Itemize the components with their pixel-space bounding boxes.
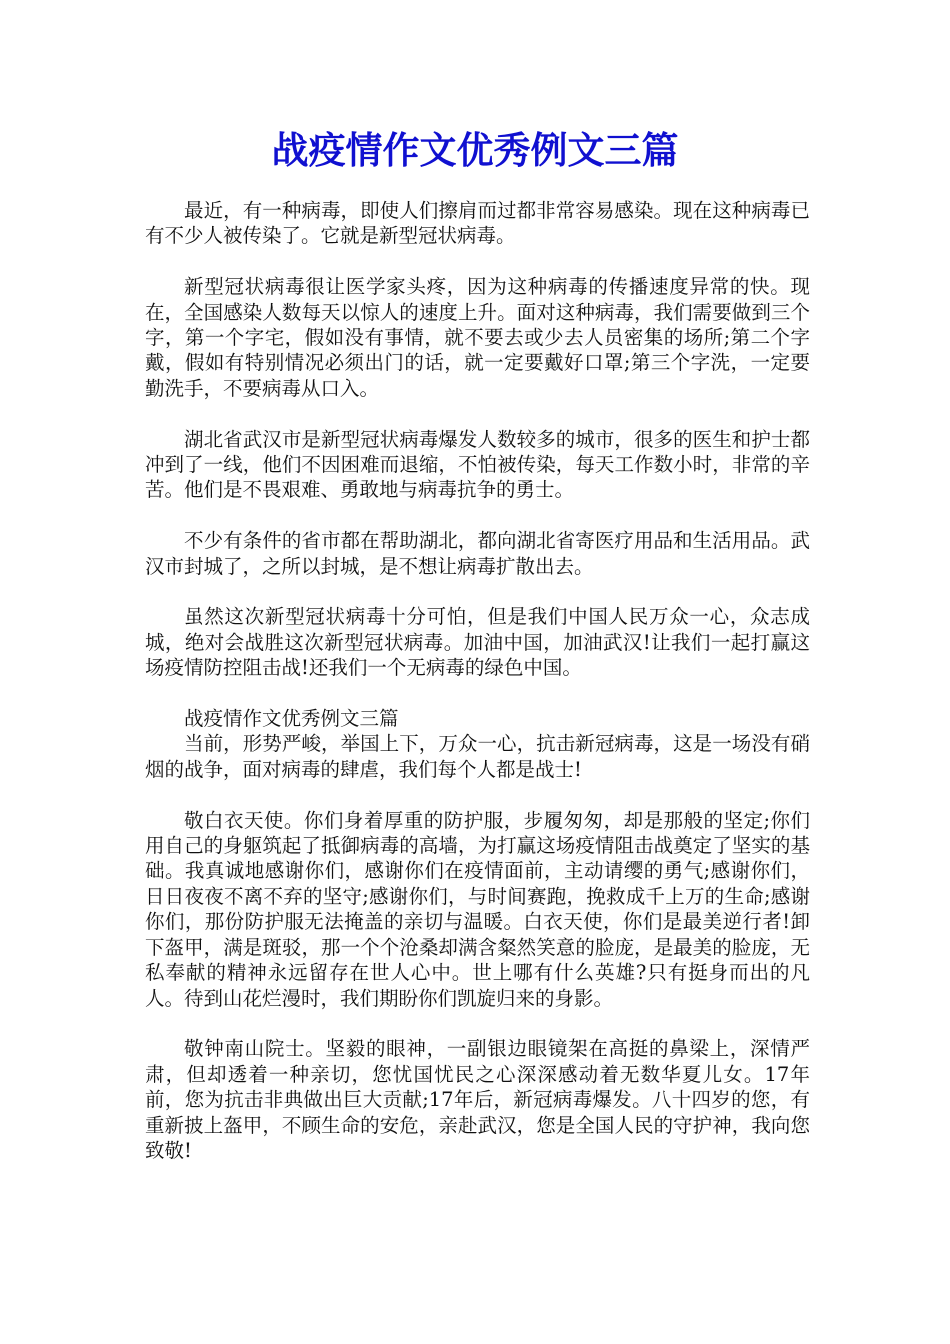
paragraph-6: 当前，形势严峻，举国上下，万众一心，抗击新冠病毒，这是一场没有硝烟的战争，面对病毒的肆虐，我们每个人都是战士! <box>145 732 810 781</box>
paragraph-2: 新型冠状病毒很让医学家头疼，因为这种病毒的传播速度异常的快。现在，全国感染人数每天以惊人的速度上升。面对这种病毒，我们需要做到三个字，第一个字宅，假如没有事情，就不要去或少去人员密集的场所;第二个字戴，假如有特别情况必须出门的话，就一定要戴好口罩;第三个字洗，一定要勤洗手，不要病毒从口入。 <box>145 275 810 400</box>
paragraph-4: 不少有条件的省市都在帮助湖北，都向湖北省寄医疗用品和生活用品。武汉市封城了，之所以封城，是不想让病毒扩散出去。 <box>145 529 810 578</box>
paragraph-5: 虽然这次新型冠状病毒十分可怕，但是我们中国人民万众一心，众志成城，绝对会战胜这次新型冠状病毒。加油中国，加油武汉!让我们一起打赢这场疫情防控阻击战!还我们一个无病毒的绿色中国。 <box>145 605 810 680</box>
document-body <box>145 198 810 1189</box>
paragraph-8: 敬钟南山院士。坚毅的眼神，一副银边眼镜架在高挺的鼻梁上，深情严肃，但却透着一种亲切，您忧国忧民之心深深感动着无数华夏儿女。17年前，您为抗击非典做出巨大贡献;17年后，新冠病毒爆发。八十四岁的您，有重新披上盔甲，不顾生命的安危，亲赴武汉，您是全国人民的守护神，我向您致敬! <box>145 1037 810 1162</box>
paragraph-3: 湖北省武汉市是新型冠状病毒爆发人数较多的城市，很多的医生和护士都冲到了一线，他们不因困难而退缩，不怕被传染，每天工作数小时，非常的辛苦。他们是不畏艰难、勇敢地与病毒抗争的勇士。 <box>145 427 810 502</box>
document-title: 战疫情作文优秀例文三篇 <box>271 128 679 172</box>
paragraph-7: 敬白衣天使。你们身着厚重的防护服，步履匆匆，却是那般的坚定;你们用自己的身躯筑起了抵御病毒的高墙，为打赢这场疫情阻击战奠定了坚实的基础。我真诚地感谢你们，感谢你们在疫情面前，主动请缨的勇气;感谢你们，日日夜夜不离不弃的坚守;感谢你们，与时间赛跑，挽救成千上万的生命;感谢你们，那份防护服无法掩盖的亲切与温暖。白衣天使，你们是最美逆行者!卸下盔甲，满是斑驳，那一个个沧桑却满含粲然笑意的脸庞，是最美的脸庞，无私奉献的精神永远留存在世人心中。世上哪有什么英雄?只有挺身而出的凡人。待到山花烂漫时，我们期盼你们凯旋归来的身影。 <box>145 808 810 1010</box>
section-heading: 战疫情作文优秀例文三篇 <box>184 707 399 731</box>
paragraph-1: 最近，有一种病毒，即使人们擦肩而过都非常容易感染。现在这种病毒已有不少人被传染了。它就是新型冠状病毒。 <box>145 199 810 248</box>
